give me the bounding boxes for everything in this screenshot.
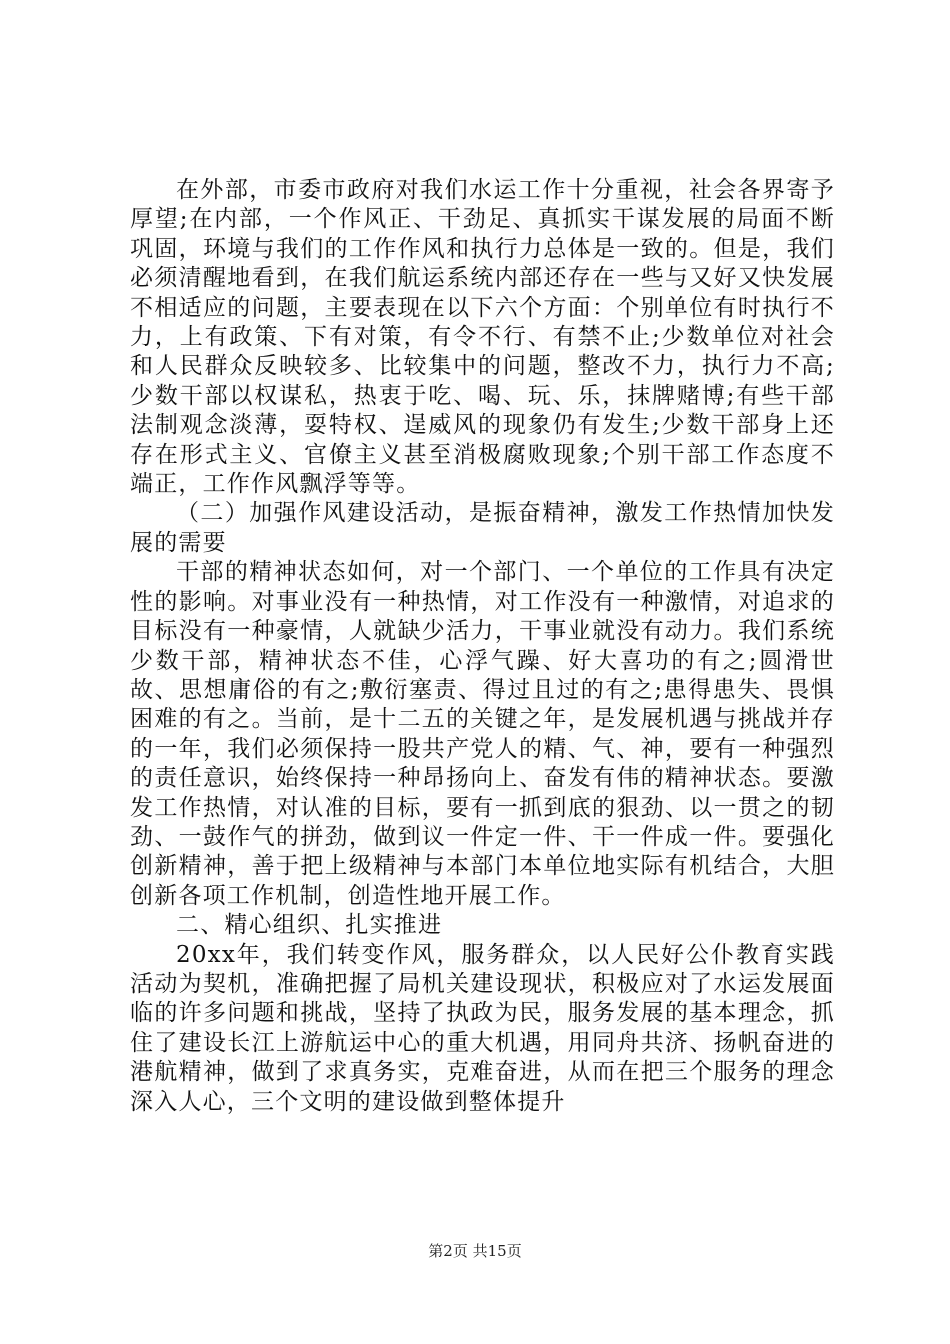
document-body xyxy=(130,176,835,1117)
paragraph-20xx: 20xx年，我们转变作风，服务群众，以人民好公仆教育实践活动为契机，准确把握了局机关建设现状，积极应对了水运发展面临的许多问题和挑战，坚持了执政为民，服务发展的基本理念，抓住了建设长江上游航运中心的重大机遇，用同舟共济、扬帆奋进的港航精神，做到了求真务实，克难奋进，从而在把三个服务的理念深入人心，三个文明的建设做到整体提升 xyxy=(130,941,835,1115)
page-footer: 第2页 共15页 xyxy=(428,1242,522,1260)
section-heading-2: （二）加强作风建设活动，是振奋精神，激发工作热情加快发展的需要 xyxy=(130,500,835,556)
paragraph-external-internal: 在外部，市委市政府对我们水运工作十分重视，社会各界寄予厚望;在内部，一个作风正、干劲足、真抓实干谋发展的局面不断巩固，环境与我们的工作作风和执行力总体是一致的。但是，我们必须清醒地看到，在我们航运系统内部还存在一些与又好又快发展不相适应的问题，主要表现在以下六个方面：个别单位有时执行不力，上有政策、下有对策，有令不行、有禁不止;少数单位对社会和人民群众反映较多、比较集中的问题，整改不力，执行力不高;少数干部以权谋私，热衷于吃、喝、玩、乐，抹牌赌博;有些干部法制观念淡薄，耍特权、逞威风的现象仍有发生;少数干部身上还存在形式主义、官僚主义甚至消极腐败现象;个别干部工作态度不端正，工作作风飘浮等等。 xyxy=(130,177,835,498)
section-heading-organize: 二、精心组织、扎实推进 xyxy=(176,912,443,939)
paragraph-spirit-state: 干部的精神状态如何，对一个部门、一个单位的工作具有决定性的影响。对事业没有一种热情，对工作没有一种激情，对追求的目标没有一种豪情，人就缺少活力，干事业就没有动力。我们系统少数干部，精神状态不佳，心浮气躁、好大喜功的有之;圆滑世故、思想庸俗的有之;敷衍塞责、得过且过的有之;患得患失、畏惧困难的有之。当前，是十二五的关键之年，是发展机遇与挑战并存的一年，我们必须保持一股共产党人的精、气、神，要有一种强烈的责任意识，始终保持一种昂扬向上、奋发有伟的精神状态。要激发工作热情，对认准的目标，要有一抓到底的狠劲、以一贯之的韧劲、一鼓作气的拼劲，做到议一件定一件、干一件成一件。要强化创新精神，善于把上级精神与本部门本单位地实际有机结合，大胆创新各项工作机制，创造性地开展工作。 xyxy=(130,559,835,909)
